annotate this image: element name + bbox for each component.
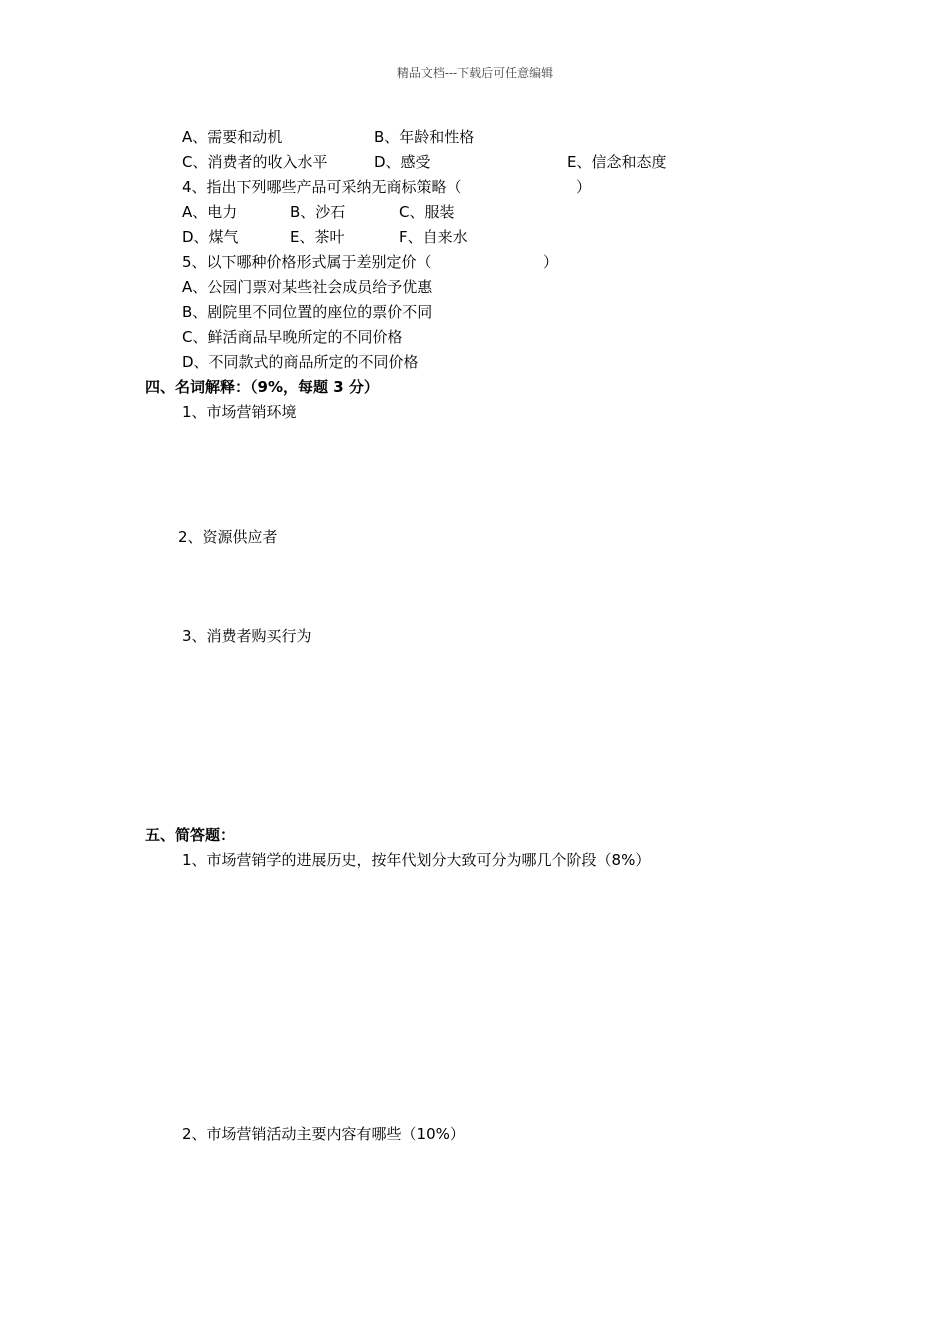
q5-option-a: A、公园门票对某些社会成员给予优惠 [182, 278, 433, 296]
q3-option-a: A、需要和动机 [182, 128, 283, 146]
q4-option-a: A、电力 [182, 203, 238, 221]
page-header: 精品文档---下载后可任意编辑 [396, 66, 554, 80]
q3-option-e: E、信念和态度 [567, 153, 667, 171]
section4-title: 四、名词解释：（9%，每题 3 分） [145, 378, 379, 396]
section4-item-1: 1、市场营销环境 [182, 403, 297, 421]
q3-option-d: D、感受 [374, 153, 431, 171]
section4-item-3: 3、消费者购买行为 [182, 627, 312, 645]
q4-stem: 4、指出下列哪些产品可采纳无商标策略（ [182, 178, 462, 196]
q4-option-c: C、服装 [399, 203, 455, 221]
section4-item-2: 2、资源供应者 [178, 528, 278, 546]
q5-option-b: B、剧院里不同位置的座位的票价不同 [182, 303, 433, 321]
section5-item-1: 1、市场营销学的进展历史，按年代划分大致可分为哪几个阶段（8%） [182, 851, 651, 869]
q5-stem: 5、以下哪种价格形式属于差别定价（ [182, 253, 432, 271]
section5-item-2: 2、市场营销活动主要内容有哪些（10%） [182, 1125, 465, 1143]
q3-option-c: C、消费者的收入水平 [182, 153, 328, 171]
q4-option-d: D、煤气 [182, 228, 239, 246]
q3-option-b: B、年龄和性格 [374, 128, 475, 146]
q4-option-e: E、茶叶 [290, 228, 345, 246]
q4-option-b: B、沙石 [290, 203, 346, 221]
q5-option-d: D、不同款式的商品所定的不同价格 [182, 353, 419, 371]
q5-option-c: C、鲜活商品早晚所定的不同价格 [182, 328, 403, 346]
q4-close-paren: ） [576, 178, 592, 196]
q4-option-f: F、自来水 [399, 228, 468, 246]
q5-close-paren: ） [543, 253, 559, 271]
section5-title: 五、简答题： [145, 826, 236, 844]
